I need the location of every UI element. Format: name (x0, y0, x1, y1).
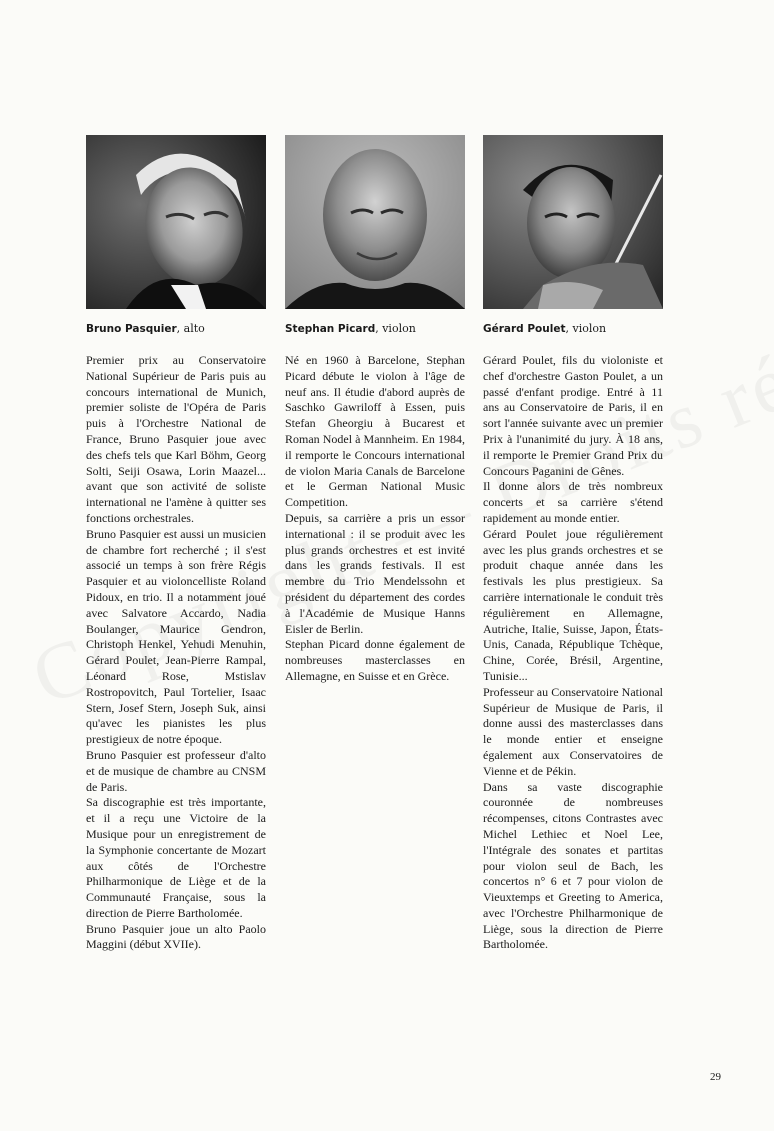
portrait-photo-pasquier (86, 135, 266, 309)
bio-paragraph: Dans sa vaste discographie couronnée de nombreuses récompenses, citons Contrastes avec Michel Lethiec et Noel Lee, l'Intégrale des sonates et partitas pour violon seul de Bach, les concertos n° 6 et 7 pour violon de Vieuxtemps et Greeting to America, avec l'Orchestre Philharmonique de Liège, sous la direction de Pierre Bartholomée. (483, 779, 663, 952)
caption-pasquier (86, 322, 266, 336)
bio-pasquier (86, 353, 266, 953)
bio-paragraph: Premier prix au Conservatoire National Supérieur de Paris puis au concours international de Munich, premier soliste de l'Opéra de Paris puis à l'Orchestre National de France, Bruno Pasquier joue avec des chefs tels que Karl Böhm, Georg Solti, Seiji Osawa, Lorin Maazel... avant que son activité de soliste international ne l'amène à quitter ses fonctions orchestrales. (86, 353, 266, 525)
musician-instrument: , violon (375, 322, 416, 335)
bio-paragraph: Bruno Pasquier joue un alto Paolo Maggini (début XVIIe). (86, 921, 266, 952)
portrait-photo-poulet (483, 135, 663, 309)
page-number: 29 (710, 1071, 721, 1083)
musician-instrument: , alto (176, 322, 205, 335)
portrait-photo-picard (285, 135, 465, 309)
bio-paragraph: Bruno Pasquier est professeur d'alto et de musique de chambre au CNSM de Paris. (86, 747, 266, 794)
musician-column-picard (285, 135, 465, 685)
musician-name: Bruno Pasquier (86, 323, 177, 335)
bio-paragraph: Né en 1960 à Barcelone, Stephan Picard débute le violon à l'âge de neuf ans. Il étudie d'abord auprès de Saschko Gawriloff à Essen, puis Stefan Gheorgiu à Bucarest et Roman Nodel à Mannheim. En 1984, il remporte le Concours international de violon Maria Canals de Barcelone et le German National Music Competition. (285, 353, 465, 510)
musician-instrument: , violon (565, 322, 607, 335)
musician-column-poulet (483, 135, 663, 953)
musician-column-pasquier (86, 135, 266, 953)
bio-picard (285, 353, 465, 685)
bio-paragraph: Sa discographie est très importante, et il a reçu une Victoire de la Musique pour un enregistrement de la Symphonie concertante de Mozart aux côtés de l'Orchestre Philharmonique de Liège et de la Communauté Française, sous la direction de Pierre Bartholomée. (86, 795, 266, 920)
caption-picard (285, 322, 465, 336)
bio-paragraph: Bruno Pasquier est aussi un musicien de chambre fort recherché ; il s'est associé un temps à son frère Régis Pasquier et au violoncelliste Roland Pidoux, en trio. Il a notamment joué avec Salvatore Accardo, Nadia Boulanger, Maurice Gendron, Christoph Henkel, Yehudi Menuhin, Gérard Poulet, Jean-Pierre Rampal, Léonard Rose, Mstislav Rostropovitch, Paul Tortelier, Isaac Stern, Josef Stern, Joseph Suk, ainsi qu'avec les pianistes les plus prestigieux de notre époque. (86, 526, 266, 747)
bio-poulet (483, 353, 663, 953)
bio-paragraph: Stephan Picard donne également de nombreuses masterclasses en Allemagne, en Suisse et en Grèce. (285, 637, 465, 683)
caption-poulet (483, 322, 663, 336)
musician-name: Gérard Poulet (483, 323, 566, 335)
bio-paragraph: Gérard Poulet joue régulièrement avec les plus grands orchestres et se produit chaque année dans les festivals les plus prestigieux. Sa carrière internationale le conduit très régulièrement en Allemagne, Autriche, Italie, Suisse, Japon, États-Unis, Canada, République Tchèque, Chine, Corée, Brésil, Argentine, Tunisie... (483, 526, 663, 683)
bio-paragraph: Gérard Poulet, fils du violoniste et chef d'orchestre Gaston Poulet, a un passé d'enfant prodige. Entré à 11 ans au Conservatoire de Paris, il en sort l'année suivante avec un premier Prix à l'unanimité du jury. À 18 ans, il remporte le Premier Grand Prix du Concours Paganini de Gênes. (483, 353, 663, 478)
bio-paragraph: Depuis, sa carrière a pris un essor international : il se produit avec les plus grands orchestres et est invité dans les grands festivals. Il est membre du Trio Mendelssohn et président du département des cordes à l'Académie de Musique Hanns Eisler de Berlin. (285, 510, 465, 636)
bio-paragraph: Professeur au Conservatoire National Supérieur de Musique de Paris, il donne aussi des masterclasses dans le monde entier et enseigne également aux Conservatoires de Vienne et de Pékin. (483, 684, 663, 778)
musician-name: Stephan Picard (285, 323, 376, 335)
bio-paragraph: Il donne alors de très nombreux concerts et sa carrière s'étend rapidement au monde entier. (483, 479, 663, 525)
